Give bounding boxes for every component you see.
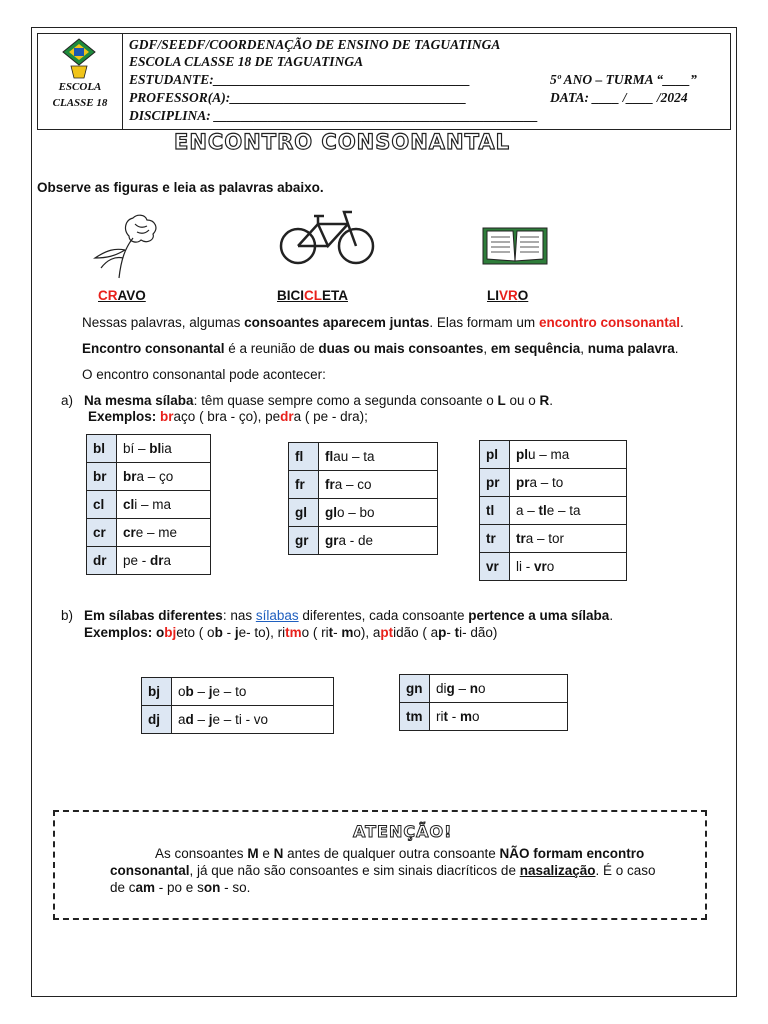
cluster-example: dig – no (430, 675, 568, 703)
table-row (87, 463, 211, 491)
cluster-key: cr (87, 519, 117, 547)
school-header (37, 33, 731, 130)
bicycle-icon (278, 208, 376, 266)
cluster-example: ob – je – to (172, 678, 334, 706)
paragraph-1: Nessas palavras, algumas consoantes aparecem juntas. Elas formam um encontro consonantal. (82, 315, 684, 330)
grade-class-field[interactable]: 5º ANO – TURMA “____” (550, 72, 697, 87)
section-a-text: Na mesma sílaba: têm quase sempre como a segunda consoante o L ou o R. (84, 393, 554, 408)
cluster-key: pl (480, 441, 510, 469)
date-field[interactable]: DATA: ____ /____ /2024 (550, 90, 688, 105)
cluster-key: gn (400, 675, 430, 703)
table-row (480, 525, 627, 553)
table-row (87, 547, 211, 575)
section-a-marker: a) (61, 393, 74, 408)
cluster-example: bí – blia (117, 435, 211, 463)
cluster-example: flau – ta (319, 443, 438, 471)
cluster-key: dr (87, 547, 117, 575)
word-livro: LIVRO (487, 288, 529, 303)
page-title: ENCONTRO CONSONANTAL (174, 130, 510, 154)
attention-title: ATENÇÃO! (353, 822, 453, 841)
attention-line-1: As consoantes M e N antes de qualquer outra consoante NÃO formam encontro (155, 846, 645, 861)
cluster-table-1 (86, 434, 211, 575)
cluster-key: gl (289, 499, 319, 527)
cluster-example: cre – me (117, 519, 211, 547)
paragraph-3: O encontro consonantal pode acontecer: (82, 367, 326, 382)
cluster-example: ad – je – ti - vo (172, 706, 334, 734)
table-row (400, 703, 568, 731)
table-row (289, 471, 438, 499)
book-icon (482, 225, 548, 267)
table-row (480, 553, 627, 581)
cluster-table-2 (288, 442, 438, 555)
cluster-key: bj (142, 678, 172, 706)
table-row (87, 491, 211, 519)
cluster-example: li - vro (510, 553, 627, 581)
table-row (142, 678, 334, 706)
logo-line-2: CLASSE 18 (52, 97, 108, 109)
word-bicicleta: BICICLETA (277, 288, 348, 303)
cluster-example: pra – to (510, 469, 627, 497)
cluster-key: br (87, 463, 117, 491)
word-cravo: CRAVO (98, 288, 146, 303)
table-row (480, 497, 627, 525)
cluster-example: cli – ma (117, 491, 211, 519)
attention-line-2: consonantal, já que não são consoantes e sim sinais diacríticos de nasalização. É o caso (110, 863, 656, 878)
cluster-key: cl (87, 491, 117, 519)
cluster-key: pr (480, 469, 510, 497)
table-row (400, 675, 568, 703)
intro-text: Observe as figuras e leia as palavras abaixo. (37, 180, 324, 195)
header-line-2: ESCOLA CLASSE 18 DE TAGUATINGA (129, 54, 364, 69)
cluster-example: glo – bo (319, 499, 438, 527)
table-row (142, 706, 334, 734)
table-row (289, 499, 438, 527)
coat-of-arms-icon (62, 38, 96, 80)
logo-line-1: ESCOLA (58, 81, 102, 93)
flower-icon (85, 210, 165, 280)
cluster-example: pe - dra (117, 547, 211, 575)
cluster-key: dj (142, 706, 172, 734)
section-a-examples: Exemplos: braço ( bra - ço), pedra ( pe - dra); (88, 409, 368, 424)
section-b-examples: Exemplos: objeto ( ob - je- to), ritmo ( rit- mo), aptidão ( ap- ti- dão) (84, 625, 498, 640)
cluster-key: fl (289, 443, 319, 471)
cluster-key: tl (480, 497, 510, 525)
header-line-1: GDF/SEEDF/COORDENAÇÃO DE ENSINO DE TAGUATINGA (129, 37, 501, 52)
cluster-key: vr (480, 553, 510, 581)
cluster-key: tm (400, 703, 430, 731)
syllables-link[interactable]: sílabas (255, 608, 299, 623)
cluster-example: rit - mo (430, 703, 568, 731)
attention-line-3: de cam - po e son - so. (110, 880, 251, 895)
cluster-example: fra – co (319, 471, 438, 499)
school-logo (38, 34, 123, 129)
cluster-example: a – tle – ta (510, 497, 627, 525)
cluster-example: tra – tor (510, 525, 627, 553)
cluster-key: gr (289, 527, 319, 555)
cluster-key: bl (87, 435, 117, 463)
cluster-table-5 (399, 674, 568, 731)
paragraph-2: Encontro consonantal é a reunião de duas ou mais consoantes, em sequência, numa palavra. (82, 341, 679, 356)
cluster-example: bra – ço (117, 463, 211, 491)
table-row (289, 527, 438, 555)
section-b-marker: b) (61, 608, 74, 623)
cluster-example: plu – ma (510, 441, 627, 469)
student-field[interactable]: ESTUDANTE:______________________________________ (129, 72, 471, 87)
table-row (480, 469, 627, 497)
attention-box (53, 810, 707, 920)
cluster-key: tr (480, 525, 510, 553)
table-row (289, 443, 438, 471)
subject-field[interactable]: DISCIPLINA: ________________________________________________ (129, 108, 539, 123)
teacher-field[interactable]: PROFESSOR(A):___________________________________ (129, 90, 467, 105)
cluster-key: fr (289, 471, 319, 499)
table-row (87, 435, 211, 463)
cluster-table-4 (141, 677, 334, 734)
section-b-text: Em sílabas diferentes: nas sílabas diferentes, cada consoante pertence a uma sílaba. (84, 608, 614, 623)
table-row (480, 441, 627, 469)
cluster-table-3 (479, 440, 627, 581)
table-row (87, 519, 211, 547)
cluster-example: gra - de (319, 527, 438, 555)
